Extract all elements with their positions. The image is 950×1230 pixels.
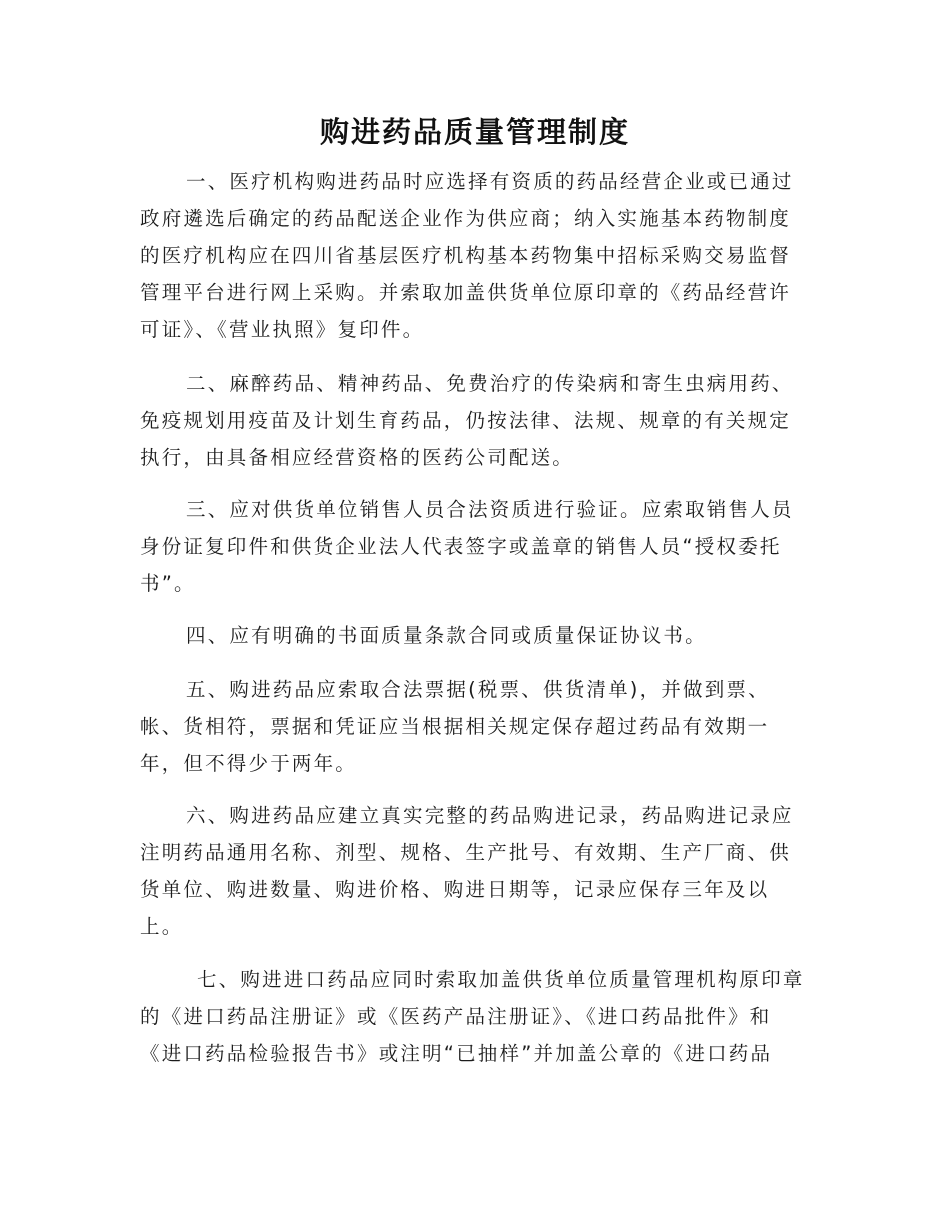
paragraph-3 (140, 491, 794, 602)
paragraph-line: 六、购进药品应建立真实完整的药品购进记录，药品购进记录应 (186, 804, 794, 827)
paragraph-line: 四、应有明确的书面质量条款合同或质量保证协议书。 (186, 624, 707, 647)
paragraph-line: 执行，由具备相应经营资格的医药公司配送。 (140, 446, 575, 469)
paragraph-7 (140, 961, 805, 1072)
paragraph-1 (140, 163, 794, 348)
paragraph-line: 年，但不得少于两年。 (140, 752, 358, 775)
paragraph-line: 身份证复印件和供货企业法人代表签字或盖章的销售人员“授权委托 (140, 535, 782, 558)
paragraph-line: 上。 (140, 915, 184, 938)
document-title: 购进药品质量管理制度 (319, 115, 630, 149)
paragraph-4 (140, 617, 707, 654)
paragraph-line: 七、购进进口药品应同时索取加盖供货单位质量管理机构原印章 (197, 968, 805, 991)
paragraph-line: 三、应对供货单位销售人员合法资质进行验证。应索取销售人员 (186, 498, 794, 521)
paragraph-line: 书”。 (140, 572, 196, 595)
paragraph-line: 二、麻醉药品、精神药品、免费治疗的传染病和寄生虫病用药、 (186, 372, 794, 395)
paragraph-line: 五、购进药品应索取合法票据(税票、供货清单)，并做到票、 (186, 678, 770, 701)
paragraph-6 (140, 797, 794, 945)
paragraph-line: 免疫规划用疫苗及计划生育药品，仍按法律、法规、规章的有关规定 (140, 409, 792, 432)
paragraph-line: 的《进口药品注册证》或《医药产品注册证》、《进口药品批件》和 (140, 1005, 772, 1028)
paragraph-line: 管理平台进行网上采购。并索取加盖供货单位原印章的《药品经营许 (140, 281, 792, 304)
paragraph-line: 注明药品通用名称、剂型、规格、生产批号、有效期、生产厂商、供 (140, 841, 792, 864)
paragraph-line: 可证》、《营业执照》复印件。 (140, 318, 425, 341)
paragraph-line: 货单位、购进数量、购进价格、购进日期等，记录应保存三年及以 (140, 878, 770, 901)
paragraph-line: 《进口药品检验报告书》或注明“已抽样”并加盖公章的《进口药品 (140, 1042, 773, 1065)
paragraph-5 (140, 671, 770, 782)
paragraph-line: 帐、货相符，票据和凭证应当根据相关规定保存超过药品有效期一 (140, 715, 770, 738)
paragraph-line: 一、医疗机构购进药品时应选择有资质的药品经营企业或已通过 (186, 170, 794, 193)
paragraph-line: 政府遴选后确定的药品配送企业作为供应商；纳入实施基本药物制度 (140, 207, 792, 230)
paragraph-line: 的医疗机构应在四川省基层医疗机构基本药物集中招标采购交易监督 (140, 244, 792, 267)
paragraph-2 (140, 365, 794, 476)
